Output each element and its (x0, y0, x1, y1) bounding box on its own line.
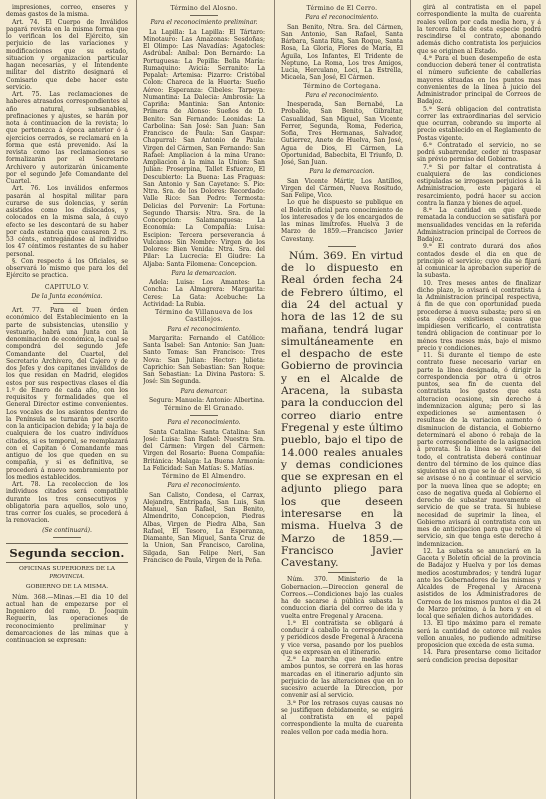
paragraph: Adela: Luisa: Los Amantes: La Concha: La Almagrera: Margarita: Ceres: La Gata: Acebuche: La Actividad: La Rubia. (143, 279, 265, 308)
column-4 (417, 4, 541, 794)
section-subtitle: OFICINAS SUPERIORES DE LA (19, 565, 115, 572)
column-1 (6, 4, 128, 794)
paragraph: San Calisto, Condesa, el Carrax, Alejandra, Entripada, San Luis, San Manuel, San Rafael, San Benito, Almendrito, Concepcion, Piedras Albas, Virgen de Piedra Alba, San Rafael, El Tesoro, La Esperanza, Diamante, San Miguel, Santa Cruz de la Union, San Francisco, Carolina, Silgada, San Felipe Neri, San Francisco de Paula, Virgen de la Peña. (143, 491, 265, 564)
paragraph: 2.ª La marcha que medie entre ambos puntos, se correrá en las horas marcadas en el itinerario adjunto sin perjuicio de las alteraciones que en lo sucesivo acuerde la Direccion, por convenir así al servicio. (281, 656, 403, 700)
paragraph: Art. 75. Las reclamaciones de haberes atrasados correspondientes al año natural, subsanables, prefinaciones y ajustes, se harán por nota á continuacion de la revista; lo que pertenezca á época anterior ó á ejercicios cerrados, se reclamará en la forma que está prevenido. Así la revista como las reclamaciones se formalizarán por el Secretario Archivero y autorizarán únicamente por el segundo Jefe Comandante del Cuartel. (6, 91, 128, 185)
paragraph: 11. Si durante el tiempo de este contrato fuese necesario variar en parte la línea designada, ó dirigir la correspondencia por otra ú otros puntos, sea fin de cuenta del contratista los gastos que esta alteracion ocasione, sin derecho á indemnizacion alguna; pero si las expediciones se aumentasen ó resultase de la variacion aumento ó disminucion de distancia, el Gobierno determinará el abono ó rebaja de la parte correspondiente de la asignacion á prorata. Si la línea se variase del todo, el contratista deberá continuar dentro del término de los quince días siguientes al en que se le dé el aviso, si se avisase ó no á continuar el servicio por la nueva línea que se adopte; en caso de negativa queda al Gobierno el derecho de subastar nuevamente el servicio de que se trata. Si hubiese necesidad de suprimir la línea, el Gobierno avisará al contratista con un mes de anticipacion para que retire el servicio, sin que tenga este derecho á indemnizacion. (417, 352, 541, 548)
announcement-paragraph: Núm. 369. En virtud de lo dispuesto en Real órden fecha 24 de Febrero último, el dia 24 del actual y hora de las 12 de su mañana, tendrá lugar simultáneamente en el despacho de este Gobierno de provincia y en el Alcalde de Aracena, la subasta para la conduccion del correo diario entre Fregenal y este último pueblo, bajo el tipo de 14.000 reales anuales y demas condiciones que se expresan en el adjunto pliego para los que deseen interesarse en la misma. Huelva 3 de Marzo de 1859.—Francisco Javier Cavestany. (281, 249, 403, 570)
column-2 (143, 4, 265, 794)
section-heading: Término de Villanueva de los Castillejos. (155, 309, 253, 324)
subheading: De la Junta económica. (31, 292, 103, 300)
chapter-heading: CAPITULO V. (44, 283, 90, 291)
separator (328, 246, 356, 247)
government-heading: GOBIERNO DE LA MISMA. (25, 584, 109, 591)
separator (190, 15, 218, 16)
section-heading: Término de El Granado. (163, 405, 245, 412)
column-rule (274, 0, 275, 799)
paragraph: Margarita: Fernando el Católico: Santa Isabel: San Antonio: San Juan: Santo Tomas: San Francisco: Tres Nova: San Julian: Hector: Julieta: Caprichio: San Sebastian: San Roque: San Sebastian: La Divina Pastora: S. José: Sin Segunda. (143, 334, 265, 386)
paragraph: impresiones, correo, enseres y demas gastos de la misma. (6, 4, 128, 19)
section-heading: Término de El Cerro. (306, 5, 378, 12)
paragraph: Art. 74. El Cuerpo de Inválidos pagará revista en la misma forma que lo verifican los del Ejército, sin perjuicio de las variaciones y modificaciones que su estado, situacion y organizacion particular hagan necesarias, y el Intendente militar del distrito designará el Comisario que debe hacer este servicio. (6, 18, 128, 91)
subheading: Para el reconocimiento preliminar. (150, 19, 258, 27)
separator (53, 537, 81, 538)
subheading: Para la demarcacion. (309, 168, 375, 176)
paragraph: Lo que he dispuesto se publique en el Boletín oficial para conocimiento de los interesados y de los encargados de las minas limítrofes. Huelva 3 de Marzo de 1859.—Francisco Javier Cavestany. (281, 199, 403, 243)
paragraph: 1.ª El contratista se obligará á conducir á caballo la correspondencia y periódicos desde Fregenal á Aracena y vice versa, pasando por los pueblos que se expresan en el itinerario. (281, 619, 403, 656)
subheading: Para el reconocimiento. (167, 325, 241, 333)
paragraph: §. Con respecto á los Oficiales, se observará lo mismo que para los del Ejército se practica. (6, 257, 128, 280)
paragraph: 5.ª Será obligacion del contratista correr las extraordinarias del servicio que ocurran, cobrando su importe al precio establecido en el Reglamento de Postas vigente. (417, 105, 541, 142)
paragraph: Núm. 370. Ministerio de la Gobernacion.—Direccion general de Correos.—Condiciones bajo las cuales ha de sacarse á pública subasta la conduccion diaria del correo de ida y vuelta entre Fregenal y Aracena. (281, 576, 403, 620)
subheading: (Se continuará). (42, 526, 92, 534)
paragraph: La Lapilla: La Lapilla: El Tártaro: Minotauro: Las Amazonas: Sesdoñas; El Olimpo: Las Navadías: Agatocles: Asdrúbal: Aníbal: Don Bernardo: La Portuguesa: La Pepilla: Bella María: Rumaquino: Avicia: Serranito: La Pepalat: Artemisa: Pizarro: Cristóbal Colon: Chareca de la Huerta: Sueño Aéreo: Esperanza: Cibeles: Tarpeya: Numantina: La Dalecia: Ambrosia: La Capriña: Mantinia: San Antonio: Primera de Alonso: Sueños de D. Benito: San Fernando: Leonidas: La Carbolina: San José: San Juan: San Francisco de Paula: San Gaspar: Chapurral: San Antonio de Paula: Virgen del Cármen, San Fernando: San Rafael: Ampliacion á la mina Urano: Ampliacion á la mina la Union: San Julian: Proserpina, Tallet Esfuerzo, El Descubierto: La Buena: Las Fraguas: San Antonio y San Cayetano: S. Pio: Ntra. Sra. de los Dolores: Recordado: Valle Rico: San Pedro: Termosta: Delicias del Porvenir: La Fortuna: Segundo Tharsis: Ntra. Sra. de la Concepcion: Salamanquesa: La Economía: La Compañía: Luisa: Escipion: Tercera perseverancia á Vulcanos: Sin Nombre: Virgen de los Dolores: Bien Venida: Ntra. Sra. del Pilar: La Lucrecia: El Giudre: La Aljaba: Santa Filomena: Concepcion. (143, 28, 265, 268)
paragraph: 14. Para presentarse como licitador será condicion precisa depositar (417, 649, 541, 664)
section-heading: Término de Cortegana. (303, 82, 381, 90)
section-heading: Término del Alosno. (170, 5, 238, 12)
separator (190, 415, 218, 416)
paragraph: girá al contratista en el papel correspondiente la multa de cuarenta reales vellon por cada media hora, y á la tercera falta de esta especie podrá rescindirse el contrato, abonando además dicho contratista los perjuicios que se originen al Estado. (417, 4, 541, 55)
paragraph: Núm. 368.—Minas.—El dia 10 del actual han de empezarse por el Ingeniero del ramo, D. Joaquin Reguerin, las operaciones de reconocimiento preliminar y demarcaciones de las minas que a continuacion se expresan: (6, 593, 128, 644)
paragraph: 12. La subasta se anunciará en la Gaceta y Boletín oficial de la provincia de Badajoz y Huelva y por los demas medios acostumbrados; y tendrá lugar ante los Gobernadores de las mismas y Alcaldes de Fregenal y Aracena asistidos de los Administradores de Correos de los mismos puntos el dia 24 de Marzo próximo, á la hora y en el local que señalen dichos autoridades. (417, 547, 541, 620)
column-3 (281, 4, 403, 794)
subheading: Para el reconocimiento. (305, 14, 379, 22)
column-rule (136, 0, 137, 799)
separator (328, 572, 356, 573)
section-title: Segunda seccion. (6, 543, 128, 563)
paragraph: San Vicente Mártir, Los Antillos, Virgen del Cármen, Nueva Rositudo, San Felipe, Vico. (281, 177, 403, 199)
paragraph: Art. 76. Los inválidos enfermos pasarán al hospital militar para curarse de sus dolencias, y serán asistidos como los dislocados, y colocados en la misma sala, á cuyo efecto se les descontará de su haber por cada estancia que causaren 2 rs. 53 cénts., entregándose al individuo los 47 céntimos restantes de su haber personal. (6, 185, 128, 258)
paragraph: 3.ª Por los retrasos cuyas causas no se justifiquen debidamente, se exigirá al contratista en el papel correspondiente la multa de cuarenta reales vellon por cada media hora. (281, 699, 403, 736)
paragraph: 8.ª La cantidad en que quede rematada la conduccion se satisfará por mensualidades vencidas en la referida Administracion principal de Correos de Badajoz. (417, 207, 541, 243)
subheading: Para el reconocimiento. (305, 91, 379, 99)
paragraph: San Benito, Ntra. Sra. del Cármen, San Antonio, San Rafael, Santa Bárbara, Santa Rita, San Roque, Santa Rosa, La Gloria, Flores de María, El Águila, Los Infantes, El Tridente de Neptuno, La Roma, Los tres Amigos, Lucia, Herculano, Loci, La Estrella, Micaela, San José, El Cármen. (281, 23, 403, 82)
column-rule (410, 0, 411, 799)
subheading: Para la demarcacion. (171, 269, 237, 277)
paragraph: Santa Catalina: Santa Catalina: San José: Luisa: San Rafael: Nuestra Sra. del Cármen: Virgen del Cármen: Virgen del Rosario: Buena Compañía: Británica: Malaga: La Buena Armonía: La Felicidad: San Matías: S. Matías. (143, 428, 265, 472)
paragraph: Art. 77. Para el buen órden económico del Establecimiento en la parte de subsistencias, utensilio y vestuario, habrá una Junta con la denominacion de económica, la cual se compondrá del segundo Jefe Comandante del Cuartel, del Secretario Archivero, del Cajero y de dos Jefes y dos capitanes inválidos de los que residan en Madrid, elegidos estos por sus respectivas clases el día 1.º de Enero de cada año, con los requisitos y formalidades que el General Director estime convenientes. Los vocales de los asientos dentro de la Península se turnarán por escrito con la anticipacion debida; y la baja de cualquiera de los cuatro individuos citados, si es temporal, se reemplazará con el Capitan ó Comandante mas antiguo de los que queden en su compañía, y si es definitiva, se procederá á nuevo nombramiento por los medios establecidos. (6, 307, 128, 481)
section-heading: Término de El Almendro. (161, 473, 247, 480)
subheading: Para demarcar. (180, 387, 228, 395)
section-subtitle: PROVINCIA. (49, 574, 85, 580)
paragraph: 7.ª Si por faltar el contratista á cualquiera de las condiciones estipuladas se irrogasen perjuicios á la Administracion, este pagará el resarcimiento, podrá hacer su accion contra la fianza y bienes de aquel. (417, 163, 541, 207)
paragraph: 13. El tipo máximo para el remate será la cantidad de catorce mil reales vellon anuales, no pudiendo admitirse proposicion que exceda de esta suma. (417, 620, 541, 649)
paragraph: 9.ª El contrato durará dos años contados desde el dia en que de principio el servicio; cuyo dia se fijará al comunicar la aprobacion superior de la subasta. (417, 243, 541, 280)
separator (53, 303, 81, 304)
paragraph: 10. Tres meses antes de finalizar dicho plazo, lo avisará el contratista á la Administracion principal respectiva, á fin de que con oportunidad pueda procederse á nueva subasta; pero si en esta época existiesen causas que impidiesen verificarlo, el contratista tendrá obligacion de continuar por lo ménos tres meses más, bajo el mismo precio y condiciones. (417, 279, 541, 352)
paragraph: 6.ª Contratado el servicio, no se podrá subarrendar, ceder ni traspasar sin prévio permiso del Gobierno. (417, 141, 541, 164)
subheading: Para el reconocimiento. (167, 419, 241, 427)
paragraph: 4.ª Para el buen desempeño de esta conduccion deberá tener el contratista el número suficiente de caballerías mayores situadas en los puntos mas convenientes de la línea á juicio del Administrador principal de Correos de Badajoz. (417, 54, 541, 106)
paragraph: Segura: Manuela: Antonio: Albertina. (149, 396, 265, 404)
subheading: Para el reconocimiento. (167, 482, 241, 490)
paragraph: Art. 78. La recoleccion de los individuos citados será compatible durante los tres consecutivos y obligatoria para aquellos, solo uno, tras correr los cuales, se procederá á la renovacion. (6, 481, 128, 525)
paragraph: Inesperada, San Bernabé, La Probable, San Benito, Gibraltar, Casualidad, San Miguel, San Vicente Ferrer, Segunda, Roma, Federica, Sofia, Tres Hermanas, Salvador, Gutierrez, Anete de Huelva, San José, Agua de Dios, El Cármen, La Oportunidad, Babecbita, El Triunfo, D. José, San Juan. (281, 101, 403, 166)
